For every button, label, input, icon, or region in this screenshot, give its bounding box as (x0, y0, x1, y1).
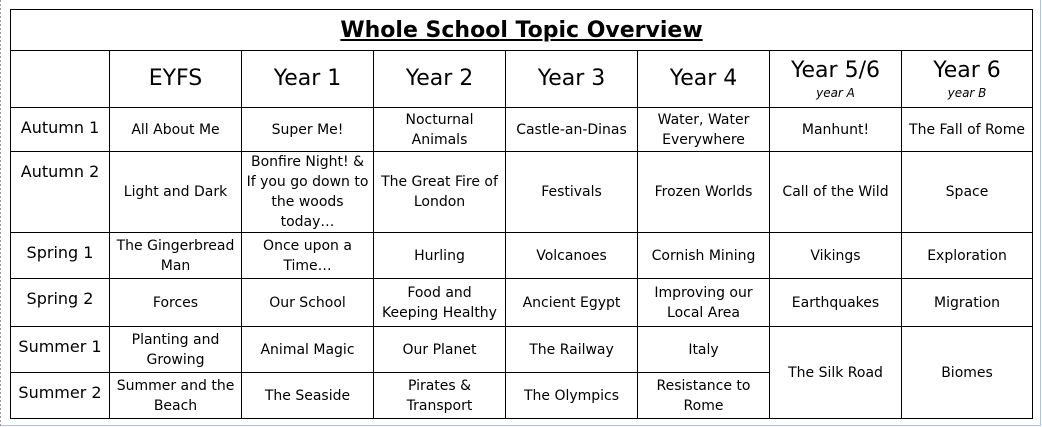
topic-cell: Nocturnal Animals (374, 108, 506, 152)
topic-cell: Resistance to Rome (638, 373, 770, 419)
topic-cell-merged: Biomes (902, 327, 1033, 419)
topic-cell: Planting and Growing (110, 327, 242, 373)
topic-cell: All About Me (110, 108, 242, 152)
topic-cell: Water, Water Everywhere (638, 108, 770, 152)
topic-cell: Once upon a Time… (242, 233, 374, 279)
topic-cell: Earthquakes (770, 279, 902, 327)
term-label: Summer 1 (11, 327, 110, 373)
year-header (242, 51, 374, 108)
year-subtitle: year B (947, 86, 987, 100)
topic-cell-merged: The Silk Road (770, 327, 902, 419)
year-name: EYFS (148, 66, 203, 91)
topic-cell: Volcanoes (506, 233, 638, 279)
year-name: Year 4 (669, 66, 738, 91)
term-label: Spring 1 (11, 233, 110, 279)
page-edge-marker (0, 0, 1, 427)
topic-overview-table (10, 9, 1033, 419)
topic-cell: Migration (902, 279, 1033, 327)
title-cell (11, 10, 1033, 51)
term-label: Autumn 1 (11, 108, 110, 152)
topic-cell: The Great Fire of London (374, 152, 506, 233)
topic-cell: Italy (638, 327, 770, 373)
term-row (11, 152, 1033, 233)
year-header-row (11, 51, 1033, 108)
term-row (11, 108, 1033, 152)
topic-cell: Light and Dark (110, 152, 242, 233)
topic-cell: Exploration (902, 233, 1033, 279)
year-name: Year 1 (273, 66, 342, 91)
topic-cell: Summer and the Beach (110, 373, 242, 419)
year-header (638, 51, 770, 108)
topic-cell: Food and Keeping Healthy (374, 279, 506, 327)
topic-cell: Cornish Mining (638, 233, 770, 279)
year-header (374, 51, 506, 108)
topic-cell: Our Planet (374, 327, 506, 373)
term-label: Autumn 2 (11, 152, 110, 233)
topic-cell: Bonfire Night! & If you go down to the woods today… (242, 152, 374, 233)
topic-cell: Forces (110, 279, 242, 327)
term-row (11, 233, 1033, 279)
topic-cell: Manhunt! (770, 108, 902, 152)
topic-cell: Pirates & Transport (374, 373, 506, 419)
year-header (110, 51, 242, 108)
topic-cell: The Fall of Rome (902, 108, 1033, 152)
term-row (11, 327, 1033, 373)
topic-cell: Animal Magic (242, 327, 374, 373)
topic-cell: Space (902, 152, 1033, 233)
year-name: Year 2 (405, 66, 474, 91)
year-header (770, 51, 902, 108)
corner-cell (11, 51, 110, 108)
topic-cell: Call of the Wild (770, 152, 902, 233)
topic-cell: Super Me! (242, 108, 374, 152)
topic-cell: The Gingerbread Man (110, 233, 242, 279)
topic-cell: Our School (242, 279, 374, 327)
year-name: Year 6 (933, 58, 1001, 83)
topic-cell: Festivals (506, 152, 638, 233)
topic-cell: The Seaside (242, 373, 374, 419)
year-name: Year 5/6 (791, 58, 880, 83)
term-label: Spring 2 (11, 279, 110, 327)
topic-cell: Hurling (374, 233, 506, 279)
year-name: Year 3 (537, 66, 606, 91)
topic-cell: Frozen Worlds (638, 152, 770, 233)
topic-cell: Vikings (770, 233, 902, 279)
term-row (11, 279, 1033, 327)
term-label: Summer 2 (11, 373, 110, 419)
topic-cell: The Olympics (506, 373, 638, 419)
year-subtitle: year A (816, 86, 855, 100)
topic-cell: The Railway (506, 327, 638, 373)
topic-cell: Improving our Local Area (638, 279, 770, 327)
page-title: Whole School Topic Overview (340, 17, 703, 43)
topic-cell: Castle-an-Dinas (506, 108, 638, 152)
year-header (902, 51, 1033, 108)
topic-cell: Ancient Egypt (506, 279, 638, 327)
year-header (506, 51, 638, 108)
